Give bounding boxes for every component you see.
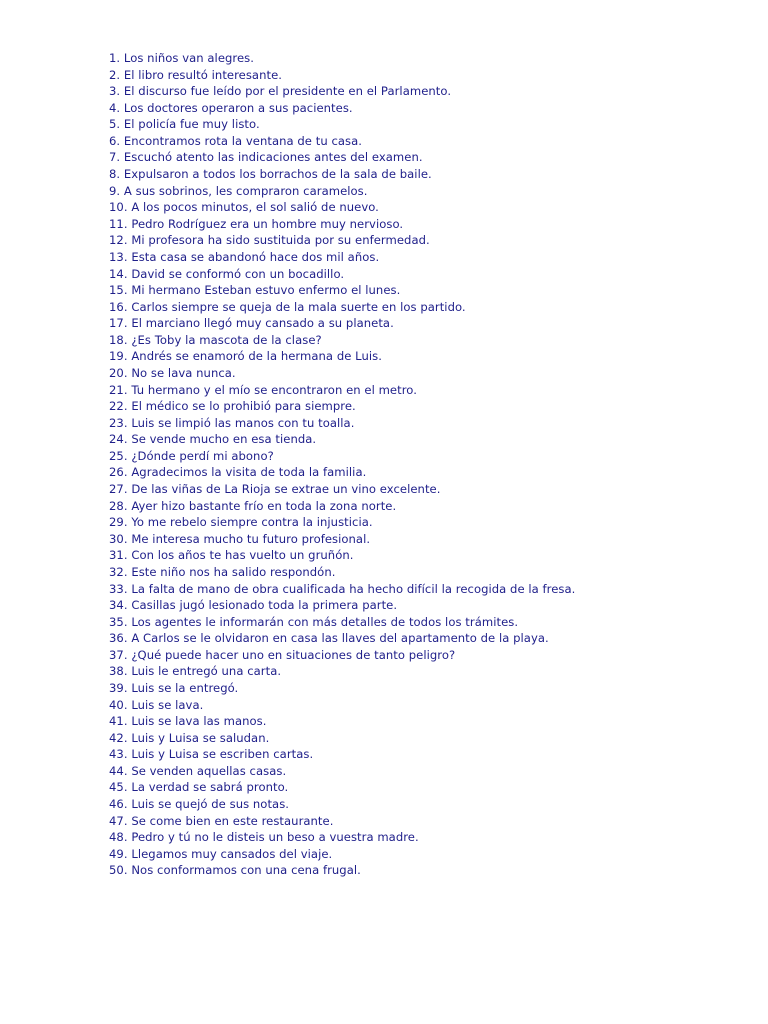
sentence-item: 17. El marciano llegó muy cansado a su planeta. — [109, 316, 394, 331]
sentence-item: 8. Expulsaron a todos los borrachos de la sala de baile. — [109, 167, 432, 182]
sentence-item: 35. Los agentes le informarán con más detalles de todos los trámites. — [109, 614, 519, 629]
sentence-item: 46. Luis se quejó de sus notas. — [109, 797, 290, 812]
sentence-item: 15. Mi hermano Esteban estuvo enfermo el lunes. — [109, 283, 401, 298]
sentence-item: 40. Luis se lava. — [109, 697, 204, 712]
sentence-item: 23. Luis se limpió las manos con tu toalla. — [109, 415, 355, 430]
sentence-item: 33. La falta de mano de obra cualificada ha hecho difícil la recogida de la fresa. — [109, 581, 576, 596]
sentence-item: 37. ¿Qué puede hacer uno en situaciones de tanto peligro? — [109, 647, 456, 662]
sentence-item: 26. Agradecimos la visita de toda la familia. — [109, 465, 367, 480]
sentence-list — [109, 50, 575, 879]
sentence-item: 27. De las viñas de La Rioja se extrae un vino excelente. — [109, 482, 441, 497]
sentence-item: 25. ¿Dónde perdí mi abono? — [109, 448, 274, 463]
sentence-item: 30. Me interesa mucho tu futuro profesional. — [109, 531, 371, 546]
sentence-item: 47. Se come bien en este restaurante. — [109, 813, 334, 828]
sentence-item: 7. Escuchó atento las indicaciones antes del examen. — [109, 150, 423, 165]
sentence-item: 22. El médico se lo prohibió para siempre. — [109, 399, 356, 414]
sentence-item: 6. Encontramos rota la ventana de tu casa. — [109, 133, 363, 148]
sentence-item: 45. La verdad se sabrá pronto. — [109, 780, 289, 795]
sentence-item: 10. A los pocos minutos, el sol salió de nuevo. — [109, 200, 379, 215]
sentence-item: 19. Andrés se enamoró de la hermana de Luis. — [109, 349, 382, 364]
sentence-item: 4. Los doctores operaron a sus pacientes. — [109, 100, 353, 115]
sentence-item: 18. ¿Es Toby la mascota de la clase? — [109, 332, 322, 347]
sentence-item: 9. A sus sobrinos, les compraron caramelos. — [109, 183, 368, 198]
sentence-item: 24. Se vende mucho en esa tienda. — [109, 432, 317, 447]
sentence-item: 38. Luis le entregó una carta. — [109, 664, 282, 679]
sentence-item: 16. Carlos siempre se queja de la mala suerte en los partido. — [109, 299, 466, 314]
sentence-item: 3. El discurso fue leído por el presidente en el Parlamento. — [109, 84, 452, 99]
sentence-item: 43. Luis y Luisa se escriben cartas. — [109, 747, 314, 762]
sentence-item: 13. Esta casa se abandonó hace dos mil años. — [109, 249, 380, 264]
sentence-item: 2. El libro resultó interesante. — [109, 67, 282, 82]
sentence-item: 50. Nos conformamos con una cena frugal. — [109, 863, 361, 878]
sentence-item: 49. Llegamos muy cansados del viaje. — [109, 846, 333, 861]
sentence-item: 14. David se conformó con un bocadillo. — [109, 266, 345, 281]
sentence-item: 21. Tu hermano y el mío se encontraron en el metro. — [109, 382, 417, 397]
sentence-item: 39. Luis se la entregó. — [109, 680, 239, 695]
sentence-item: 34. Casillas jugó lesionado toda la primera parte. — [109, 598, 398, 613]
sentence-item: 11. Pedro Rodríguez era un hombre muy nervioso. — [109, 216, 404, 231]
sentence-item: 44. Se venden aquellas casas. — [109, 763, 287, 778]
sentence-item: 28. Ayer hizo bastante frío en toda la zona norte. — [109, 498, 397, 513]
sentence-item: 12. Mi profesora ha sido sustituida por su enfermedad. — [109, 233, 430, 248]
sentence-item: 48. Pedro y tú no le disteis un beso a vuestra madre. — [109, 830, 419, 845]
sentence-item: 41. Luis se lava las manos. — [109, 714, 267, 729]
sentence-item: 5. El policía fue muy listo. — [109, 117, 260, 132]
sentence-item: 42. Luis y Luisa se saludan. — [109, 730, 270, 745]
sentence-item: 31. Con los años te has vuelto un gruñón. — [109, 548, 354, 563]
sentence-item: 1. Los niños van alegres. — [109, 51, 254, 65]
sentence-item: 20. No se lava nunca. — [109, 365, 236, 380]
sentence-item: 36. A Carlos se le olvidaron en casa las llaves del apartamento de la playa. — [109, 631, 549, 646]
sentence-item: 29. Yo me rebelo siempre contra la injusticia. — [109, 515, 373, 530]
sentence-item: 32. Este niño nos ha salido respondón. — [109, 564, 336, 579]
